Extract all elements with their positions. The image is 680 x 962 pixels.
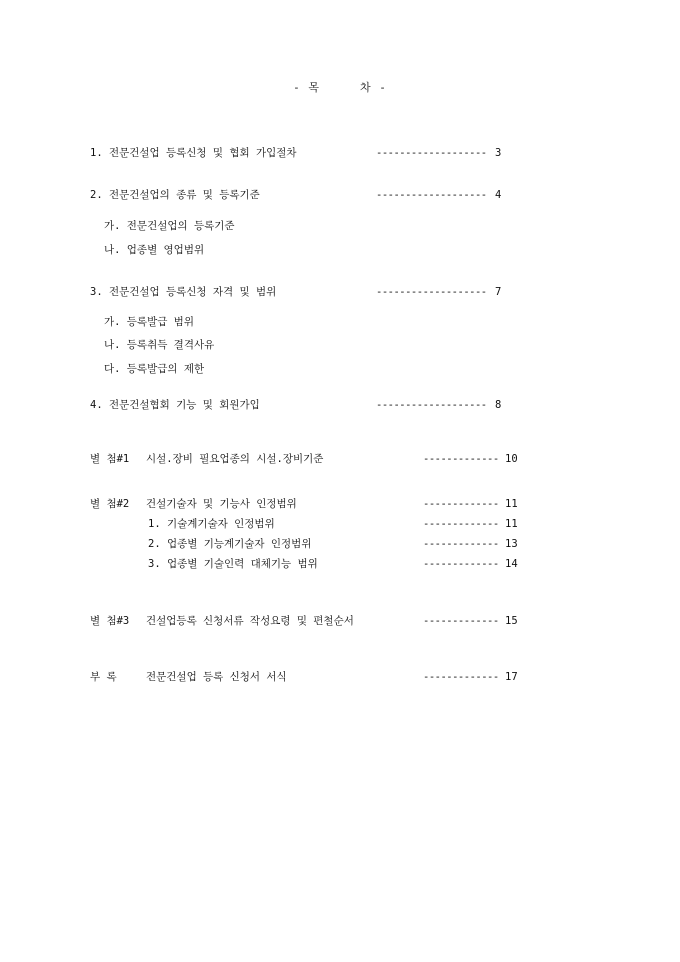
- toc-subsection-label: 다. 등록발급의 제한: [104, 363, 205, 375]
- toc-leader: -------------: [423, 558, 499, 570]
- toc-page-number: 4: [495, 189, 502, 201]
- toc-subsection-label: 나. 업종별 영업범위: [104, 244, 205, 256]
- toc-page-number: 17: [505, 671, 518, 683]
- toc-leader: -------------------: [376, 147, 487, 159]
- toc-title-right: 차 -: [360, 81, 387, 94]
- toc-appendix-subitem-label: 1. 기술계기술자 인정범위: [148, 518, 275, 530]
- toc-leader: -------------------: [376, 399, 487, 411]
- toc-page-number: 7: [495, 286, 502, 298]
- toc-appendix-2-label: 건설기술자 및 기능사 인정범위: [146, 498, 297, 510]
- toc-section-3-label: 3. 전문건설업 등록신청 자격 및 범위: [90, 286, 277, 298]
- toc-supplement-prefix: 부 록: [90, 671, 117, 683]
- toc-subsection-label: 가. 전문건설업의 등록기준: [104, 220, 235, 232]
- toc-subsection-label: 가. 등록발급 범위: [104, 316, 194, 328]
- toc-title-left: - 목: [293, 81, 320, 94]
- toc-leader: -------------: [423, 453, 499, 465]
- toc-page-number: 3: [495, 147, 502, 159]
- toc-appendix-subitem-label: 2. 업종별 기능계기술자 인정범위: [148, 538, 312, 550]
- toc-section-4-label: 4. 전문건설협회 기능 및 회원가입: [90, 399, 260, 411]
- toc-appendix-2-prefix: 별 첨#2: [90, 498, 130, 510]
- toc-appendix-3-label: 건설업등록 신청서류 작성요령 및 편철순서: [146, 615, 354, 627]
- toc-title: [0, 81, 680, 95]
- toc-section-1-label: 1. 전문건설업 등록신청 및 협회 가입절차: [90, 147, 297, 159]
- toc-section-2-label: 2. 전문건설업의 종류 및 등록기준: [90, 189, 260, 201]
- toc-leader: -------------: [423, 498, 499, 510]
- toc-leader: -------------: [423, 538, 499, 550]
- toc-leader: -------------: [423, 671, 499, 683]
- toc-subsection-label: 나. 등록취득 결격사유: [104, 339, 215, 351]
- toc-leader: -------------------: [376, 286, 487, 298]
- toc-page-number: 8: [495, 399, 502, 411]
- toc-page-number: 10: [505, 453, 518, 465]
- toc-appendix-subitem-label: 3. 업종별 기술인력 대체기능 범위: [148, 558, 318, 570]
- toc-appendix-1-label: 시설.장비 필요업종의 시설.장비기준: [146, 453, 324, 465]
- toc-leader: -------------: [423, 615, 499, 627]
- toc-page-number: 15: [505, 615, 518, 627]
- toc-supplement-label: 전문건설업 등록 신청서 서식: [146, 671, 287, 683]
- toc-page-number: 14: [505, 558, 518, 570]
- toc-page-number: 13: [505, 538, 518, 550]
- toc-page-number: 11: [505, 518, 518, 530]
- toc-appendix-3-prefix: 별 첨#3: [90, 615, 130, 627]
- toc-leader: -------------: [423, 518, 499, 530]
- toc-page-number: 11: [505, 498, 518, 510]
- toc-leader: -------------------: [376, 189, 487, 201]
- toc-appendix-1-prefix: 별 첨#1: [90, 453, 130, 465]
